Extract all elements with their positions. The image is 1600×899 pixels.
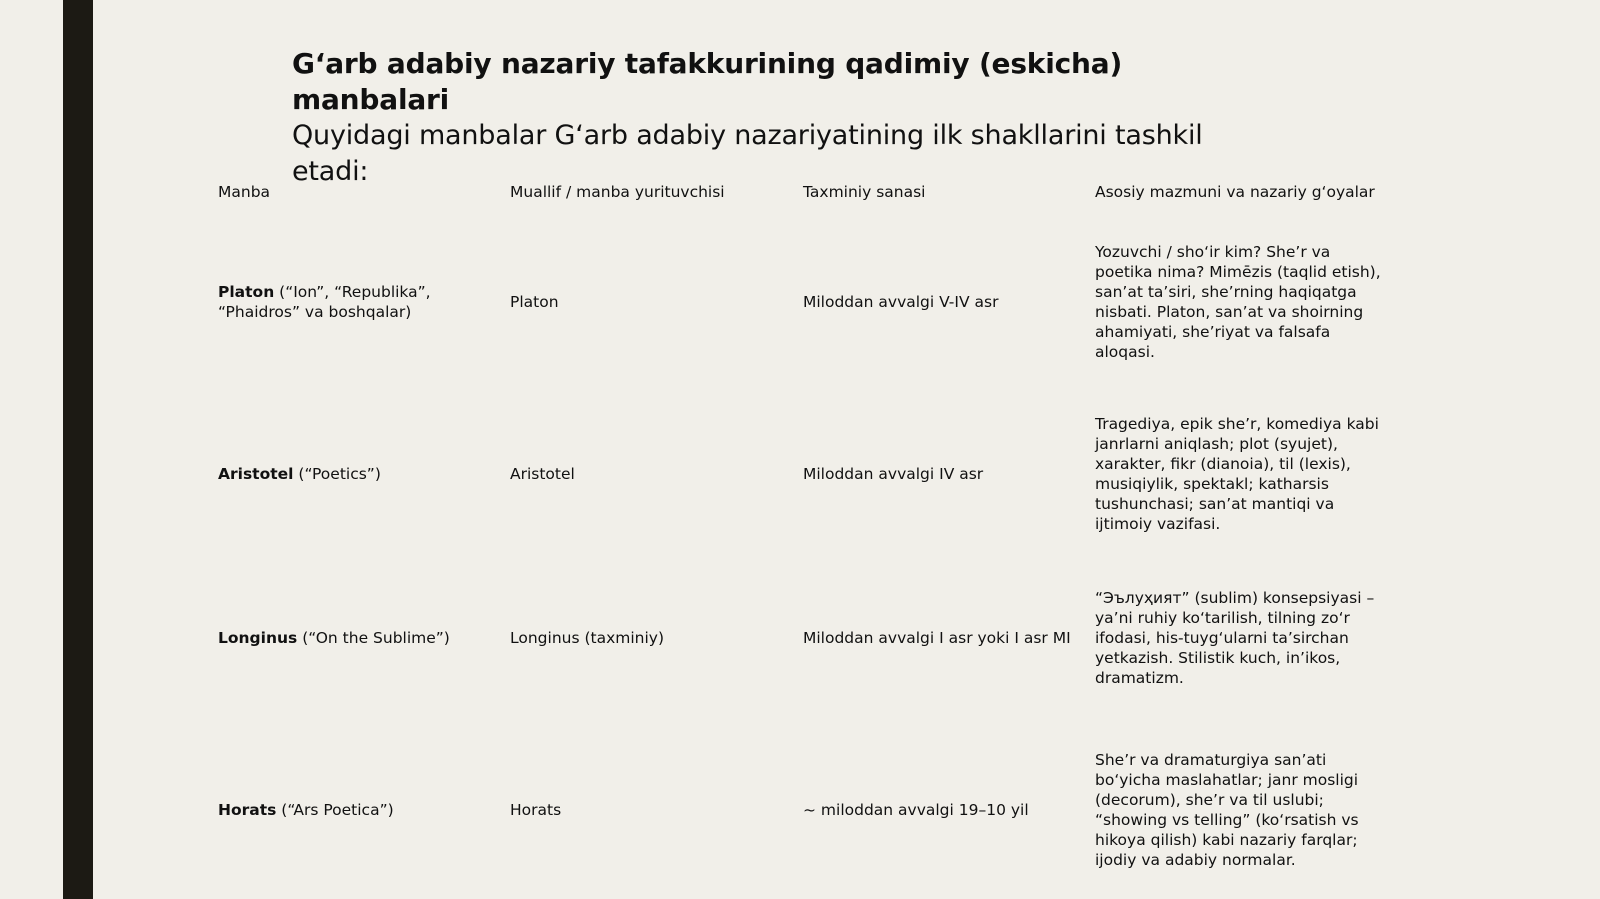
source-name: Aristotel xyxy=(218,465,294,483)
side-accent-bar xyxy=(63,0,93,899)
row-1-source xyxy=(218,282,498,322)
source-works: (“Ars Poetica”) xyxy=(276,801,394,819)
source-name: Longinus xyxy=(218,629,298,647)
row-1-date: Miloddan avvalgi V-IV asr xyxy=(803,293,999,311)
source-works: (“On the Sublime”) xyxy=(297,629,450,647)
row-2-content: Tragediya, epik she’r, komediya kabi janrlarni aniqlash; plot (syujet), xarakter, fikr (dianoia), til (lexis), musiqiylik, spektakl; katharsis tushunchasi; san’at mantiqi va ijtimoiy vazifasi. xyxy=(1095,415,1379,533)
title-subtitle: Quyidagi manbalar G‘arb adabiy nazariyatining ilk shakllarini tashkil etadi: xyxy=(292,120,1203,187)
source-works: (“Poetics”) xyxy=(293,465,381,483)
slide-title xyxy=(292,46,1262,190)
row-2-author: Aristotel xyxy=(510,465,575,483)
title-heading: G‘arb adabiy nazariy tafakkurining qadimiy (eskicha) manbalari xyxy=(292,47,1123,116)
source-name: Platon xyxy=(218,283,275,301)
source-name: Horats xyxy=(218,801,277,819)
row-1-content: Yozuvchi / sho‘ir kim? She’r va poetika nima? Mimēzis (taqlid etish), san’at ta’siri, she’rning haqiqatga nisbati. Platon, san’at va shoirning ahamiyati, she’riyat va falsafa aloqasi. xyxy=(1095,243,1381,361)
row-4-date: ~ miloddan avvalgi 19–10 yil xyxy=(803,801,1029,819)
row-3-content: “Эълуҳият” (sublim) konsepsiyasi – ya’ni ruhiy ko‘tarilish, tilning zo‘r ifodasi, his-tuyg‘ularni ta’sirchan yetkazish. Stilistik kuch, in’ikos, dramatizm. xyxy=(1095,589,1375,687)
row-3-source xyxy=(218,628,498,648)
header-date: Taxminiy sanasi xyxy=(803,183,926,201)
row-2-source xyxy=(218,464,498,484)
header-source: Manba xyxy=(218,183,271,201)
row-4-author: Horats xyxy=(510,801,562,819)
header-author: Muallif / manba yurituvchisi xyxy=(510,183,725,201)
row-2-date: Miloddan avvalgi IV asr xyxy=(803,465,984,483)
source-works: (“Ion”, “Republika”, “Phaidros” va boshqalar) xyxy=(218,283,431,321)
header-content: Asosiy mazmuni va nazariy g‘oyalar xyxy=(1095,183,1375,201)
row-3-date: Miloddan avvalgi I asr yoki I asr MI xyxy=(803,629,1071,647)
row-3-author: Longinus (taxminiy) xyxy=(510,629,665,647)
row-1-author: Platon xyxy=(510,293,559,311)
row-4-source xyxy=(218,800,498,820)
row-4-content: She’r va dramaturgiya san’ati bo‘yicha maslahatlar; janr mosligi (decorum), she’r va til uslubi; “showing vs telling” (ko‘rsatish vs hikoya qilish) kabi nazariy farqlar; ijodiy va adabiy normalar. xyxy=(1095,751,1359,869)
